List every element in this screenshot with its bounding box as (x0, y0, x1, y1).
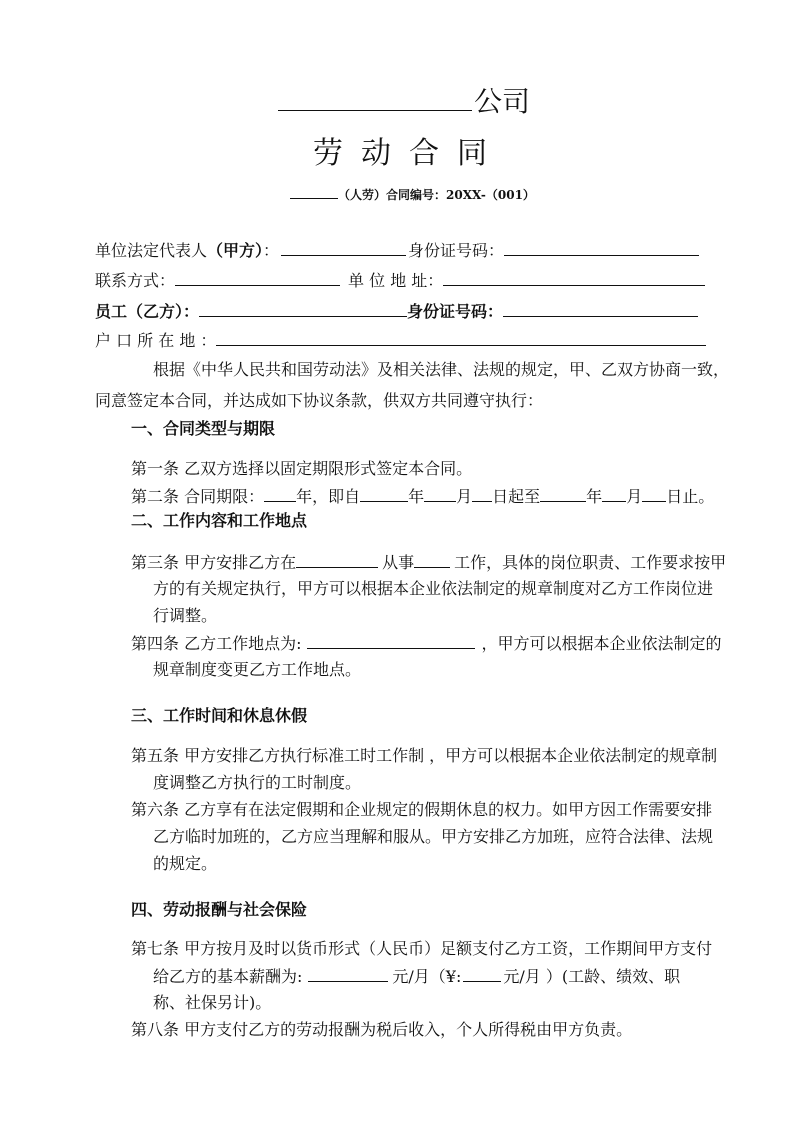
start-year-blank[interactable] (360, 486, 408, 502)
article-8: 第八条 甲方支付乙方的劳动报酬为税后收入，个人所得税由甲方负责。 (131, 1020, 633, 1039)
start-day-blank[interactable] (472, 486, 492, 502)
party-b-line (95, 301, 698, 321)
article-7-line-2 (153, 966, 680, 986)
hukou-label: 户 口 所 在 地 ： (95, 331, 217, 350)
article-6-line-2: 乙方临时加班的，乙方应当理解和服从。甲方安排乙方加班，应符合法律、法规 (153, 827, 714, 846)
preamble-line-1: 根据《中华人民共和国劳动法》及相关法律、法规的规定，甲、乙双方协商一致， (153, 360, 730, 379)
rep-name-blank[interactable] (281, 240, 406, 256)
article-2-from: ，即自 (312, 487, 361, 506)
end-month-blank[interactable] (602, 486, 626, 502)
address-blank[interactable] (443, 270, 705, 286)
employee-id-label: 身份证号码： (407, 302, 504, 321)
month-unit: 月 (626, 487, 643, 506)
year-unit: 年 (408, 487, 425, 506)
start-month-blank[interactable] (424, 486, 456, 502)
section-4-heading: 四、劳动报酬与社会保险 (131, 900, 308, 919)
article-7-label: 给乙方的基本薪酬为: (153, 967, 303, 986)
year-unit: 年 (296, 487, 313, 506)
salary-figure-blank[interactable] (463, 966, 501, 982)
article-4-line-1 (131, 633, 722, 653)
salary-blank[interactable] (308, 966, 388, 982)
article-3-rest: 工作，具体的岗位职责、工作要求按甲 (454, 553, 727, 572)
article-5-line-1: 第五条 甲方安排乙方执行标准工时工作制 ，甲方可以根据本企业依法制定的规章制 (131, 746, 718, 765)
article-3-line-3: 行调整。 (153, 606, 218, 625)
article-6-line-3: 的规定。 (153, 854, 218, 873)
article-7-line-1: 第七条 甲方按月及时以货币形式（人民币）足额支付乙方工资，工作期间甲方支付 (131, 939, 713, 958)
party-a-line (95, 240, 699, 260)
employee-label: 员工（乙方）： (95, 302, 200, 321)
rep-colon: ： (263, 241, 280, 260)
article-2 (131, 486, 714, 506)
term-years-blank[interactable] (264, 486, 296, 502)
contract-number: （人劳）合同编号：20XX-（001） (338, 188, 535, 202)
contact-blank[interactable] (175, 270, 340, 286)
hukou-line (95, 330, 706, 350)
article-3-engaged: 从事 (382, 553, 415, 572)
contact-line (95, 270, 705, 290)
article-3-line-1 (131, 552, 726, 572)
salary-unit: 元/月（¥: (392, 967, 462, 986)
article-2-end: 日止。 (666, 487, 715, 506)
rep-id-blank[interactable] (504, 240, 699, 256)
month-unit: 月 (456, 487, 473, 506)
company-suffix: 公司 (474, 85, 531, 118)
employee-name-blank[interactable] (199, 301, 407, 317)
position-blank[interactable] (414, 552, 450, 568)
rep-id-label: 身份证号码： (408, 241, 505, 260)
article-7-line-3: 称、社保另计)。 (153, 993, 272, 1012)
article-5-line-2: 度调整乙方执行的工时制度。 (153, 773, 362, 792)
article-2-label: 第二条 合同期限： (131, 487, 265, 506)
article-4-label: 第四条 乙方工作地点为: (131, 634, 302, 653)
section-1-heading: 一、合同类型与期限 (131, 419, 276, 438)
article-4-rest: ，甲方可以根据本企业依法制定的 (481, 634, 722, 653)
preamble-line-2: 同意签定本合同，并达成如下协议条款，供双方共同遵守执行： (95, 391, 544, 410)
article-4-line-2: 规章制度变更乙方工作地点。 (153, 660, 362, 679)
address-label: 单 位 地 址： (348, 271, 444, 290)
contact-label: 联系方式： (95, 271, 176, 290)
hukou-blank[interactable] (216, 330, 706, 346)
party-a-tag: （甲方） (207, 241, 264, 260)
end-day-blank[interactable] (642, 486, 666, 502)
contract-title: 劳动合同 (313, 136, 505, 171)
department-blank[interactable] (296, 552, 378, 568)
year-unit: 年 (586, 487, 603, 506)
contract-number-line (290, 187, 535, 202)
rep-label: 单位法定代表人 (95, 241, 208, 260)
article-3-label: 第三条 甲方安排乙方在 (131, 553, 297, 572)
company-name-blank[interactable] (278, 84, 472, 111)
company-line (278, 84, 530, 119)
work-location-blank[interactable] (307, 633, 475, 649)
article-2-to: 日起至 (492, 487, 541, 506)
end-year-blank[interactable] (540, 486, 586, 502)
article-1: 第一条 乙双方选择以固定期限形式签定本合同。 (131, 459, 473, 478)
section-2-heading: 二、工作内容和工作地点 (131, 511, 308, 530)
section-3-heading: 三、工作时间和休息休假 (131, 706, 308, 725)
article-3-line-2: 方的有关规定执行，甲方可以根据本企业依法制定的规章制度对乙方工作岗位进 (153, 579, 714, 598)
article-6-line-1: 第六条 乙方享有在法定假期和企业规定的假期休息的权力。如甲方因工作需要安排 (131, 800, 713, 819)
employee-id-blank[interactable] (503, 301, 698, 317)
salary-unit-note: 元/月 ）(工龄、绩效、职 (503, 967, 681, 986)
contract-prefix-blank[interactable] (290, 187, 338, 199)
